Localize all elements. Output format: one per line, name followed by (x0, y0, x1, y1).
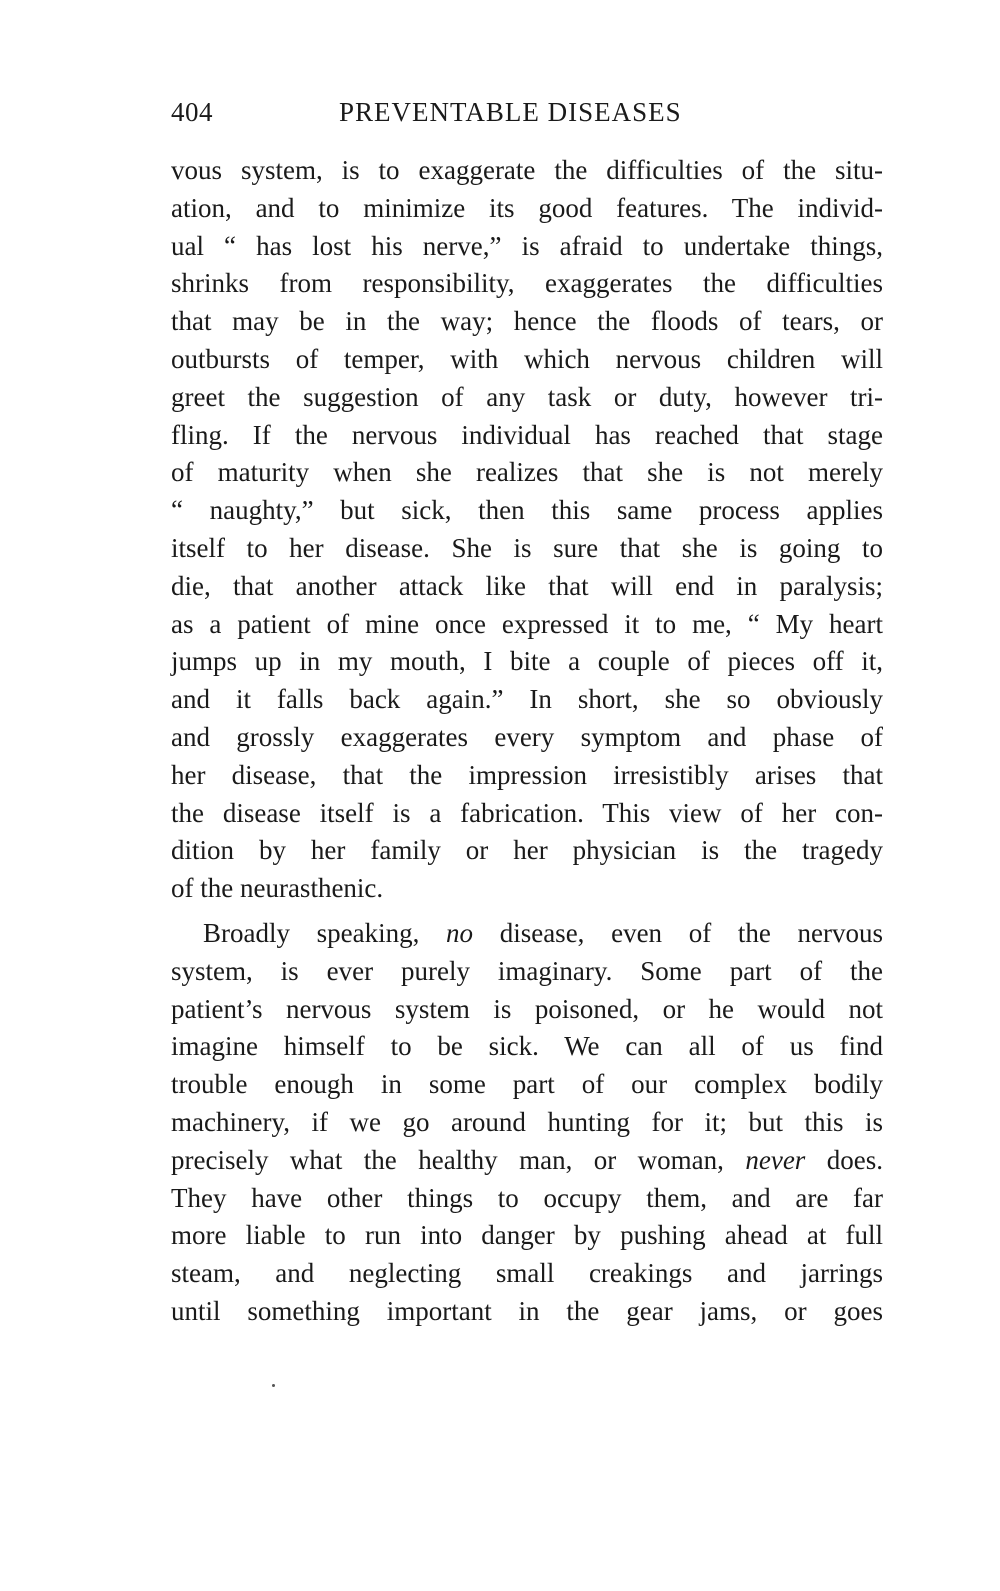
text-line: of the neurasthenic. (171, 873, 384, 904)
text-line: “ naughty,” but sick, then this same process applies (171, 495, 883, 526)
text-line: ual “ has lost his nerve,” is afraid to undertake things, (171, 230, 883, 261)
text-line: shrinks from responsibility, exaggerates the difficulties (171, 268, 883, 299)
running-head: PREVENTABLE DISEASES (339, 97, 682, 127)
text-line: of maturity when she realizes that she is not merely (171, 457, 883, 488)
text-line: more liable to run into danger by pushing ahead at full (171, 1220, 883, 1251)
text-line: as a patient of mine once expressed it to me, “ My heart (171, 608, 883, 639)
text-segment: disease, even of the nervous (473, 917, 883, 948)
text-segment: Broadly speaking, (203, 917, 447, 948)
text-line: dition by her family or her physician is the tragedy (171, 835, 883, 866)
text-line: ation, and to minimize its good features. The individ- (171, 192, 883, 223)
text-line: fling. If the nervous individual has reached that stage (171, 419, 883, 450)
emphasis-no: no (446, 917, 474, 948)
paragraph-1 (171, 152, 883, 908)
text-line: steam, and neglecting small creakings and jarrings (171, 1258, 883, 1289)
text-line: vous system, is to exaggerate the difficulties of the situ- (171, 155, 883, 185)
text-line: that may be in the way; hence the floods of tears, or (171, 306, 883, 337)
text-line: They have other things to occupy them, and are far (171, 1182, 883, 1213)
text-segment: does. (805, 1144, 883, 1175)
text-line: until something important in the gear jams, or goes (171, 1295, 883, 1326)
text-line: greet the suggestion of any task or duty, however tri- (171, 381, 883, 412)
page-header (171, 92, 883, 132)
text-line: trouble enough in some part of our complex bodily (171, 1069, 883, 1100)
paragraph-gap (171, 908, 883, 915)
text-line: die, that another attack like that will end in paralysis; (171, 570, 883, 601)
body-text (171, 152, 883, 1331)
page-number: 404 (171, 97, 213, 127)
text-line: imagine himself to be sick. We can all of us find (171, 1031, 883, 1062)
paragraph-2 (171, 915, 883, 1331)
text-line: her disease, that the impression irresistibly arises that (171, 759, 883, 790)
text-line: jumps up in my mouth, I bite a couple of pieces off it, (171, 646, 883, 677)
text-line: machinery, if we go around hunting for it; but this is (171, 1106, 883, 1137)
text-line: and grossly exaggerates every symptom and phase of (171, 721, 883, 752)
ink-speck (272, 1384, 275, 1387)
text-segment: precisely what the healthy man, or woman, (171, 1144, 746, 1175)
text-line: the disease itself is a fabrication. This view of her con- (171, 797, 883, 828)
text-line: patient’s nervous system is poisoned, or he would not (171, 993, 883, 1024)
text-line (171, 915, 883, 953)
emphasis-never: never (745, 1144, 806, 1175)
text-line: itself to her disease. She is sure that she is going to (171, 532, 883, 563)
text-line: and it falls back again.” In short, she so obviously (171, 684, 883, 715)
text-line (171, 1142, 883, 1180)
text-line: system, is ever purely imaginary. Some part of the (171, 955, 883, 986)
text-line: outbursts of temper, with which nervous children will (171, 343, 883, 374)
